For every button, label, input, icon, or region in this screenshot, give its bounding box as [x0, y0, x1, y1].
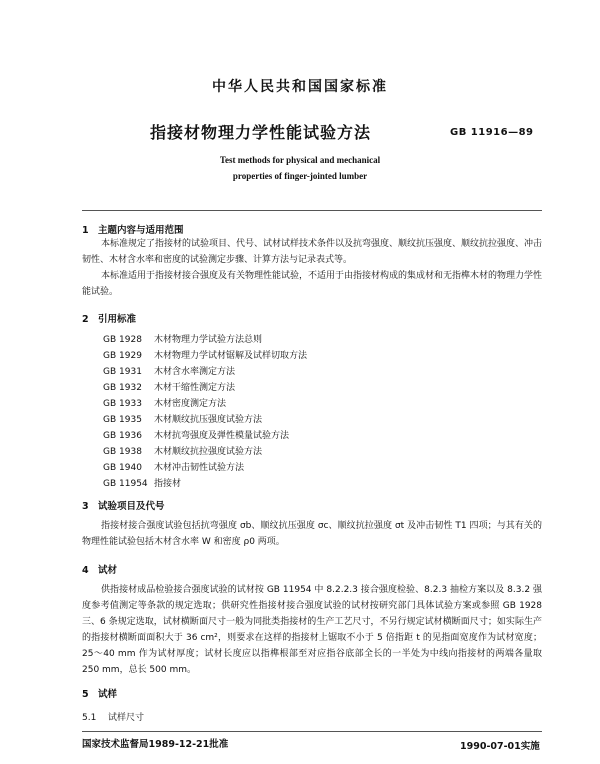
- section-1-paragraph-2: 本标准适用于指接材接合强度及有关物理性能试验，不适用于由指接材构成的集成材和无指榫木材的物理力学性能试验。: [82, 271, 543, 297]
- effective-date: 1990-07-01实施: [460, 741, 540, 752]
- reference-title: 木材含水率测定方法: [154, 367, 236, 377]
- section-title: 试材: [98, 565, 118, 576]
- reference-item: [103, 364, 235, 377]
- footer-divider: [82, 731, 542, 732]
- reference-code: GB 11954: [103, 479, 148, 489]
- reference-title: 木材顺纹抗压强度试验方法: [154, 415, 263, 425]
- reference-code: GB 1933: [103, 399, 142, 409]
- reference-item: [103, 444, 262, 457]
- reference-title: 木材抗弯强度及弹性模量试验方法: [154, 431, 290, 441]
- reference-code: GB 1931: [103, 367, 142, 377]
- section-1-paragraph-1: 本标准规定了指接材的试验项目、代号、试材试样技术条件以及抗弯强度、顺纹抗压强度、顺纹抗拉强度、冲击韧性、木材含水率和密度的试验测定步骤、计算方法与记录表式等。: [82, 239, 543, 265]
- issuing-organization: 中华人民共和国国家标准: [212, 79, 388, 95]
- reference-code: GB 1929: [103, 351, 142, 361]
- header-divider: [82, 210, 542, 211]
- section-title: 试验项目及代号: [98, 501, 165, 512]
- reference-title: 木材物理力学试验方法总则: [154, 335, 263, 345]
- reference-item: [103, 396, 226, 409]
- section-number: 4: [82, 565, 89, 576]
- reference-code: GB 1938: [103, 447, 142, 457]
- subsection-5-1: [82, 710, 144, 723]
- reference-code: GB 1932: [103, 383, 142, 393]
- reference-title: 木材冲击韧性试验方法: [154, 463, 245, 473]
- section-3-paragraph: 指接材接合强度试验包括抗弯强度 σb、顺纹抗压强度 σc、顺纹抗拉强度 σt 及冲击韧性 T1 四项；与其有关的物理性能试验包括木材含水率 W 和密度 ρ0 两项。: [82, 521, 542, 547]
- subsection-number: 5.1: [82, 713, 97, 723]
- reference-title: 指接材: [154, 479, 182, 489]
- section-4-heading: [82, 562, 117, 576]
- reference-item: [103, 348, 307, 361]
- reference-item: [103, 380, 235, 393]
- section-1-heading: [82, 222, 184, 236]
- section-2-heading: [82, 311, 136, 325]
- section-number: 3: [82, 501, 89, 512]
- approval-info: 国家技术监督局1989-12-21批准: [82, 739, 229, 750]
- reference-item: [103, 460, 244, 473]
- reference-code: GB 1936: [103, 431, 142, 441]
- section-number: 5: [82, 689, 89, 700]
- reference-code: GB 1940: [103, 463, 142, 473]
- standard-number: GB 11916—89: [450, 127, 534, 138]
- reference-item: [103, 476, 181, 489]
- section-number: 1: [82, 225, 89, 236]
- reference-item: [103, 428, 289, 441]
- section-3-heading: [82, 498, 165, 512]
- reference-title: 木材干缩性测定方法: [154, 383, 236, 393]
- reference-title: 木材密度测定方法: [154, 399, 227, 409]
- section-number: 2: [82, 314, 89, 325]
- reference-item: [103, 412, 262, 425]
- subsection-title: 试样尺寸: [108, 713, 145, 723]
- section-4-paragraph: 供指接材成品检验接合强度试验的试材按 GB 11954 中 8.2.2.3 接合强度检验、8.2.3 抽检方案以及 8.3.2 强度参考值测定等条款的规定选取；供研究性指接材接合强度试验的试材按研究部门具体试验方案或参照 GB 1928 三、6 条规定选取，试材横断面尺寸一般为同批类指接材的生产工艺尺寸，不另行规定试材横断面尺寸；如实际生产的指接材横断面面积大于 36 cm²，则要求在这样的指接材上锯取不小于 5 倍指距 t 的见指面宽度作为试材宽度；25～40 mm 作为试材厚度；试材长度应以指榫根部至对应指谷底部全长的一半处为中线向指接材的两端各量取 250 mm，总长 500 mm。: [82, 585, 542, 675]
- reference-code: GB 1935: [103, 415, 142, 425]
- section-title: 引用标准: [98, 314, 137, 325]
- english-title-line2: properties of finger-jointed lumber: [232, 171, 368, 181]
- english-title-line1: Test methods for physical and mechanical: [219, 155, 381, 165]
- reference-code: GB 1928: [103, 335, 142, 345]
- reference-title: 木材物理力学试材锯解及试样切取方法: [154, 351, 308, 361]
- section-title: 试样: [98, 689, 118, 700]
- reference-item: [103, 332, 262, 345]
- document-title: 指接材物理力学性能试验方法: [150, 123, 372, 142]
- section-title: 主题内容与适用范围: [98, 225, 184, 236]
- section-5-heading: [82, 686, 117, 700]
- reference-title: 木材顺纹抗拉强度试验方法: [154, 447, 263, 457]
